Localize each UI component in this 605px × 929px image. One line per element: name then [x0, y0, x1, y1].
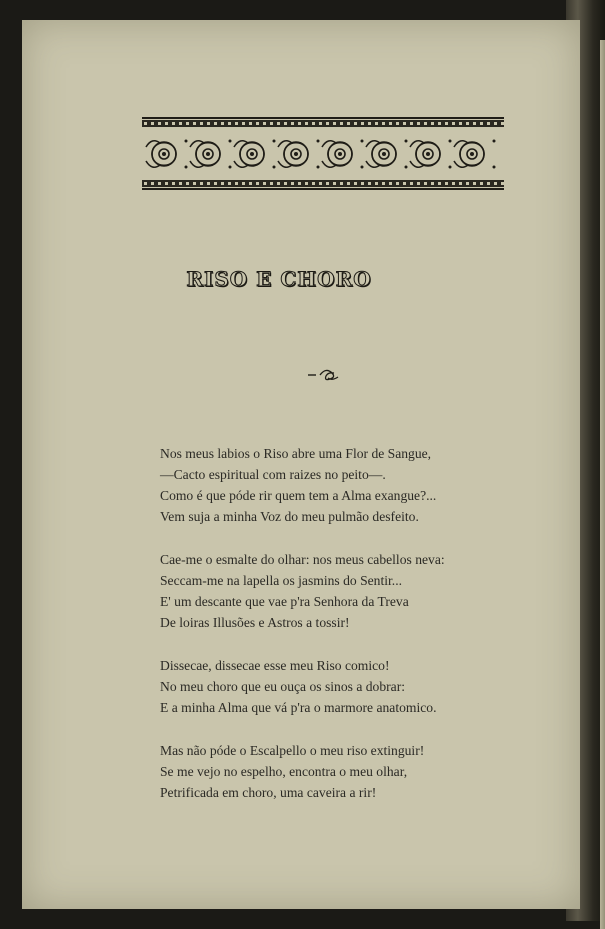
decorative-border-band [142, 117, 504, 191]
stanza [160, 549, 480, 633]
stanza [160, 443, 480, 527]
poem-line: Cae-me o esmalte do olhar: nos meus cabellos neva: [160, 551, 445, 567]
poem-title: RISO E CHORO [186, 267, 372, 291]
poem-line: Seccam-me na lapella os jasmins do Sentir... [160, 572, 402, 588]
dash-flourish [308, 366, 342, 382]
poem-line: Petrificada em choro, uma caveira a rir! [160, 784, 377, 800]
stanza [160, 740, 480, 803]
poem-line: Dissecae, dissecae esse meu Riso comico! [160, 657, 390, 673]
poem-line: E' um descante que vae p'ra Senhora da Treva [160, 594, 409, 610]
poem-body [160, 443, 480, 824]
page-edge [600, 40, 605, 929]
poem-line: —Cacto espiritual com raizes no peito—. [160, 467, 386, 483]
poem-line: E a minha Alma que vá p'ra o marmore anatomico. [160, 699, 437, 715]
poem-line: Nos meus labios o Riso abre uma Flor de Sangue, [160, 446, 432, 461]
poem-line: Vem suja a minha Voz do meu pulmão desfeito. [160, 509, 419, 525]
poem-line: No meu choro que eu ouça os sinos a dobrar: [160, 678, 405, 694]
poem-line: De loiras Illusões e Astros a tossir! [160, 615, 350, 631]
stanza [160, 655, 480, 718]
poem-line: Mas não póde o Escalpello o meu riso extinguir! [160, 742, 425, 758]
poem-line: Como é que póde rir quem tem a Alma exangue?... [160, 488, 437, 504]
poem-line: Se me vejo no espelho, encontra o meu olhar, [160, 763, 408, 779]
